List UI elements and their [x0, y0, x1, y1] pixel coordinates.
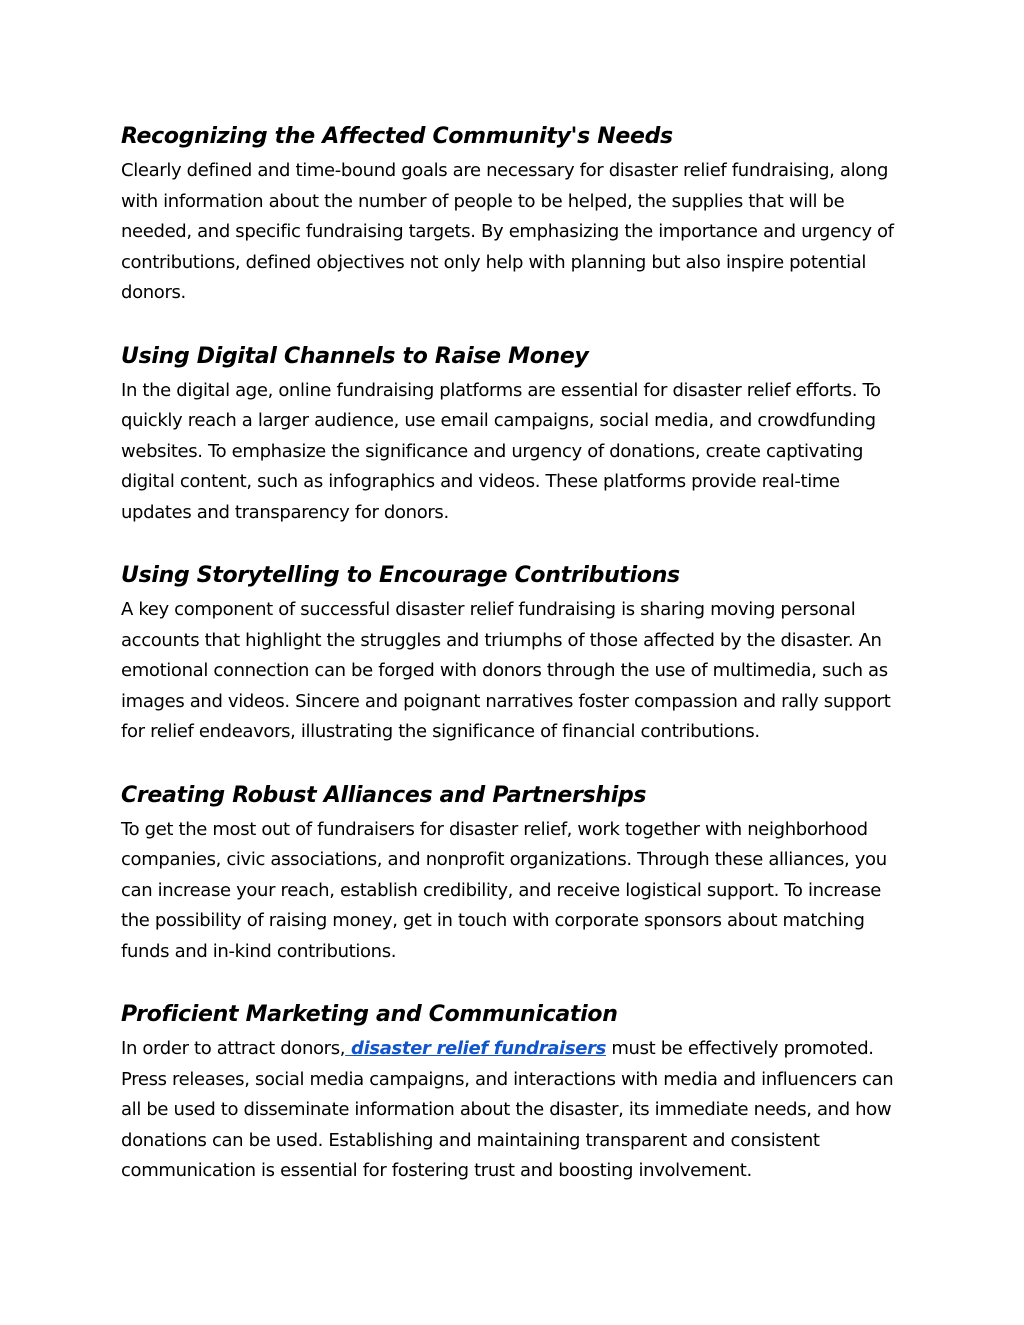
- paragraph-line: quickly reach a larger audience, use email campaigns, social media, and crowdfunding: [121, 410, 876, 431]
- paragraph-line: In the digital age, online fundraising platforms are essential for disaster relief efforts. To: [121, 379, 881, 401]
- section-community-needs: [121, 118, 911, 309]
- paragraph-line: accounts that highlight the struggles and triumphs of those affected by the disaster. An: [121, 629, 882, 651]
- paragraph-line: digital content, such as infographics and videos. These platforms provide real-time: [121, 471, 840, 492]
- paragraph-line: for relief endeavors, illustrating the significance of financial contributions.: [121, 721, 760, 742]
- section-paragraph: [121, 376, 911, 529]
- section-heading: Creating Robust Alliances and Partnerships: [121, 782, 647, 808]
- paragraph-line: updates and transparency for donors.: [121, 501, 449, 523]
- paragraph-line: can increase your reach, establish credibility, and receive logistical support. To increase: [121, 879, 882, 901]
- paragraph-line: Press releases, social media campaigns, and interactions with media and influencers can: [121, 1068, 894, 1090]
- section-paragraph: [121, 815, 911, 968]
- line-text-after-link: must be effectively promoted.: [605, 1038, 874, 1059]
- section-storytelling: [121, 557, 911, 748]
- disaster-relief-fundraisers-link[interactable]: disaster relief fundraisers: [345, 1038, 606, 1059]
- paragraph-line: websites. To emphasize the significance and urgency of donations, create captivating: [121, 440, 864, 462]
- paragraph-line: funds and in-kind contributions.: [121, 940, 397, 962]
- paragraph-line: donations can be used. Establishing and maintaining transparent and consistent: [121, 1129, 820, 1151]
- section-heading: Recognizing the Affected Community's Needs: [121, 124, 673, 149]
- paragraph-line: emotional connection can be forged with donors through the use of multimedia, such as: [121, 660, 888, 681]
- section-heading: Using Storytelling to Encourage Contributions: [121, 563, 680, 588]
- document-page: [121, 118, 911, 1216]
- paragraph-line: communication is essential for fostering trust and boosting involvement.: [121, 1160, 752, 1181]
- section-digital-channels: [121, 338, 911, 529]
- paragraph-line-with-link: [121, 1034, 911, 1065]
- paragraph-line: the possibility of raising money, get in touch with corporate sponsors about matching: [121, 910, 865, 931]
- section-heading: Using Digital Channels to Raise Money: [121, 343, 589, 369]
- paragraph-line: contributions, defined objectives not only help with planning but also inspire potential: [121, 251, 867, 273]
- paragraph-line: Clearly defined and time-bound goals are necessary for disaster relief fundraising, along: [121, 160, 889, 181]
- paragraph-line: donors.: [121, 282, 186, 303]
- section-marketing: [121, 996, 911, 1187]
- paragraph-line: A key component of successful disaster relief fundraising is sharing moving personal: [121, 599, 856, 620]
- section-paragraph: [121, 595, 911, 748]
- paragraph-line: needed, and specific fundraising targets. By emphasizing the importance and urgency of: [121, 221, 894, 242]
- paragraph-line: with information about the number of people to be helped, the supplies that will be: [121, 190, 845, 212]
- section-alliances: [121, 777, 911, 968]
- section-paragraph: [121, 156, 911, 309]
- line-text-before-link: In order to attract donors,: [121, 1038, 346, 1059]
- paragraph-line: To get the most out of fundraisers for disaster relief, work together with neighborhood: [121, 818, 868, 840]
- section-paragraph: [121, 1034, 911, 1187]
- paragraph-line: companies, civic associations, and nonprofit organizations. Through these alliances, you: [121, 849, 887, 870]
- paragraph-line: images and videos. Sincere and poignant narratives foster compassion and rally support: [121, 690, 891, 712]
- section-heading: Proficient Marketing and Communication: [121, 1002, 618, 1027]
- paragraph-line: all be used to disseminate information about the disaster, its immediate needs, and how: [121, 1099, 892, 1120]
